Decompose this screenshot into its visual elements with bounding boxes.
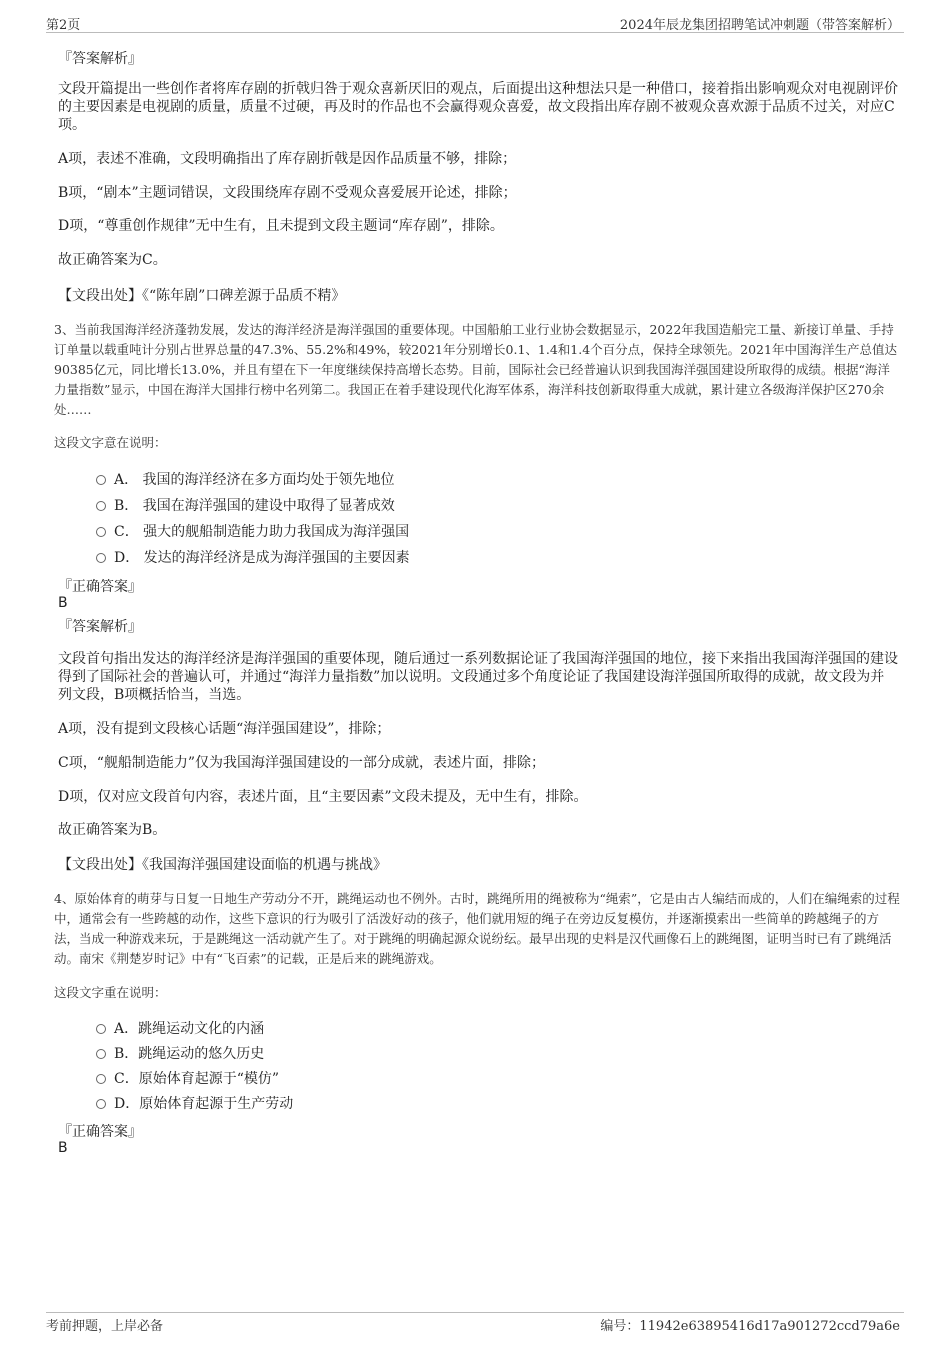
q3-prompt: 这段文字意在说明： <box>54 435 167 450</box>
q3-source: 【文段出处】《我国海洋强国建设面临的机遇与挑战》 <box>58 857 387 873</box>
q3-analysis-line-a: A项，没有提到文段核心话题“海洋强国建设”，排除； <box>58 721 391 737</box>
q4-option-c[interactable]: C．原始体育起源于“模仿” <box>96 1068 279 1088</box>
q3-analysis-line-d: D项，仅对应文段首句内容，表述片面，且“主要因素”文段未提及，无中生有，排除。 <box>58 789 588 805</box>
q3-option-b[interactable]: B． 我国在海洋强国的建设中取得了显著成效 <box>96 495 395 515</box>
q3-option-a[interactable]: A． 我国的海洋经济在多方面均处于领先地位 <box>96 469 395 489</box>
q2-conclusion: 故正确答案为C。 <box>58 252 167 268</box>
radio-icon[interactable] <box>96 1024 106 1034</box>
q3-question-text: 3、当前我国海洋经济蓬勃发展，发达的海洋经济是海洋强国的重要体现。中国船舶工业行业协会数据显示，2022年我国造船完工量、新接订单量、手持订单量以载重吨计分别占世界总量的47.3%、55.2%和49%，较2021年分别增长0.1、1.4和1.4个百分点，保持全球领先。2021年中国海洋生产总值达90385亿元，同比增长13.0%，并且有望在下一年度继续保持高增长态势。目前，国际社会已经普遍认识到我国海洋强国建设所取得的成绩。根据“海洋力量指数”显示，中国在海洋大国排行榜中名列第二。我国正在着手建设现代化海军体系，海洋科技创新取得重大成就，累计建立各级海洋保护区270余处…… <box>54 322 897 417</box>
page-header <box>46 14 904 33</box>
q4-correct-label: 『正确答案』 <box>58 1124 142 1140</box>
document-title: 2024年辰龙集团招聘笔试冲刺题（带答案解析） <box>619 18 900 33</box>
q3-option-d[interactable]: D． 发达的海洋经济是成为海洋强国的主要因素 <box>96 547 410 567</box>
q4-option-d[interactable]: D．原始体育起源于生产劳动 <box>96 1093 293 1113</box>
radio-icon[interactable] <box>96 501 106 511</box>
q2-analysis-line-d: D项，“尊重创作规律”无中生有，且未提到文段主题词“库存剧”，排除。 <box>58 218 504 234</box>
q3-analysis-line-c: C项，“舰船制造能力”仅为我国海洋强国建设的一部分成就，表述片面，排除； <box>58 755 546 771</box>
q3-option-c[interactable]: C． 强大的舰船制造能力助力我国成为海洋强国 <box>96 521 409 541</box>
q2-source: 【文段出处】《“陈年剧”口碑差源于品质不精》 <box>58 288 346 304</box>
page-footer <box>46 1312 904 1335</box>
radio-icon[interactable] <box>96 475 106 485</box>
radio-icon[interactable] <box>96 1049 106 1059</box>
q3-analysis-label: 『答案解析』 <box>58 619 142 635</box>
radio-icon[interactable] <box>96 527 106 537</box>
radio-icon[interactable] <box>96 553 106 563</box>
footer-slogan: 考前押题，上岸必备 <box>46 1319 164 1334</box>
q2-analysis-label: 『答案解析』 <box>58 51 142 67</box>
q2-analysis-line-b: B项，“剧本”主题词错误，文段围绕库存剧不受观众喜爱展开论述，排除； <box>58 185 517 201</box>
q3-conclusion: 故正确答案为B。 <box>58 822 167 838</box>
q4-answer: B <box>58 1140 68 1156</box>
q4-question-text: 4、原始体育的萌芽与日复一日地生产劳动分不开，跳绳运动也不例外。古时，跳绳所用的绳被称为“绳索”，它是由古人编结而成的，人们在编绳索的过程中，通常会有一些跨越的动作，这些下意识的行为吸引了活泼好动的孩子，他们就用短的绳子在旁边反复模仿，并逐渐摸索出一些简单的跨越绳子的方法，当成一种游戏来玩，于是跳绳这一活动就产生了。对于跳绳的明确起源众说纷纭。最早出现的史料是汉代画像石上的跳绳图，证明当时已有了跳绳活动。南宋《荆楚岁时记》中有“飞百索”的记载，正是后来的跳绳游戏。 <box>54 891 900 966</box>
page-number: 第2页 <box>46 18 81 33</box>
q4-option-b[interactable]: B．跳绳运动的悠久历史 <box>96 1043 264 1063</box>
q4-prompt: 这段文字重在说明： <box>54 985 167 1000</box>
q4-option-a[interactable]: A．跳绳运动文化的内涵 <box>96 1018 264 1038</box>
q3-correct-label: 『正确答案』 <box>58 579 142 595</box>
q2-analysis-text: 文段开篇提出一些创作者将库存剧的折戟归咎于观众喜新厌旧的观点，后面提出这种想法只是一种借口，接着指出影响观众对电视剧评价的主要因素是电视剧的质量，质量不过硬，再及时的作品也不会赢得观众喜爱，故文段指出库存剧不被观众喜欢源于品质不过关，对应C项。 <box>58 81 898 133</box>
q3-analysis-text: 文段首句指出发达的海洋经济是海洋强国的重要体现，随后通过一系列数据论证了我国海洋强国的地位，接下来指出我国海洋强国的建设得到了国际社会的普遍认可，并通过“海洋力量指数”加以说明。文段通过多个角度论证了我国建设海洋强国所取得的成就，故文段为并列文段，B项概括恰当，当选。 <box>58 651 898 703</box>
radio-icon[interactable] <box>96 1099 106 1109</box>
q2-analysis-line-a: A项，表述不准确，文段明确指出了库存剧折戟是因作品质量不够，排除； <box>58 151 517 167</box>
q3-answer: B <box>58 595 68 611</box>
document-id: 编号：11942e63895416d17a901272ccd79a6e <box>600 1319 900 1334</box>
radio-icon[interactable] <box>96 1074 106 1084</box>
